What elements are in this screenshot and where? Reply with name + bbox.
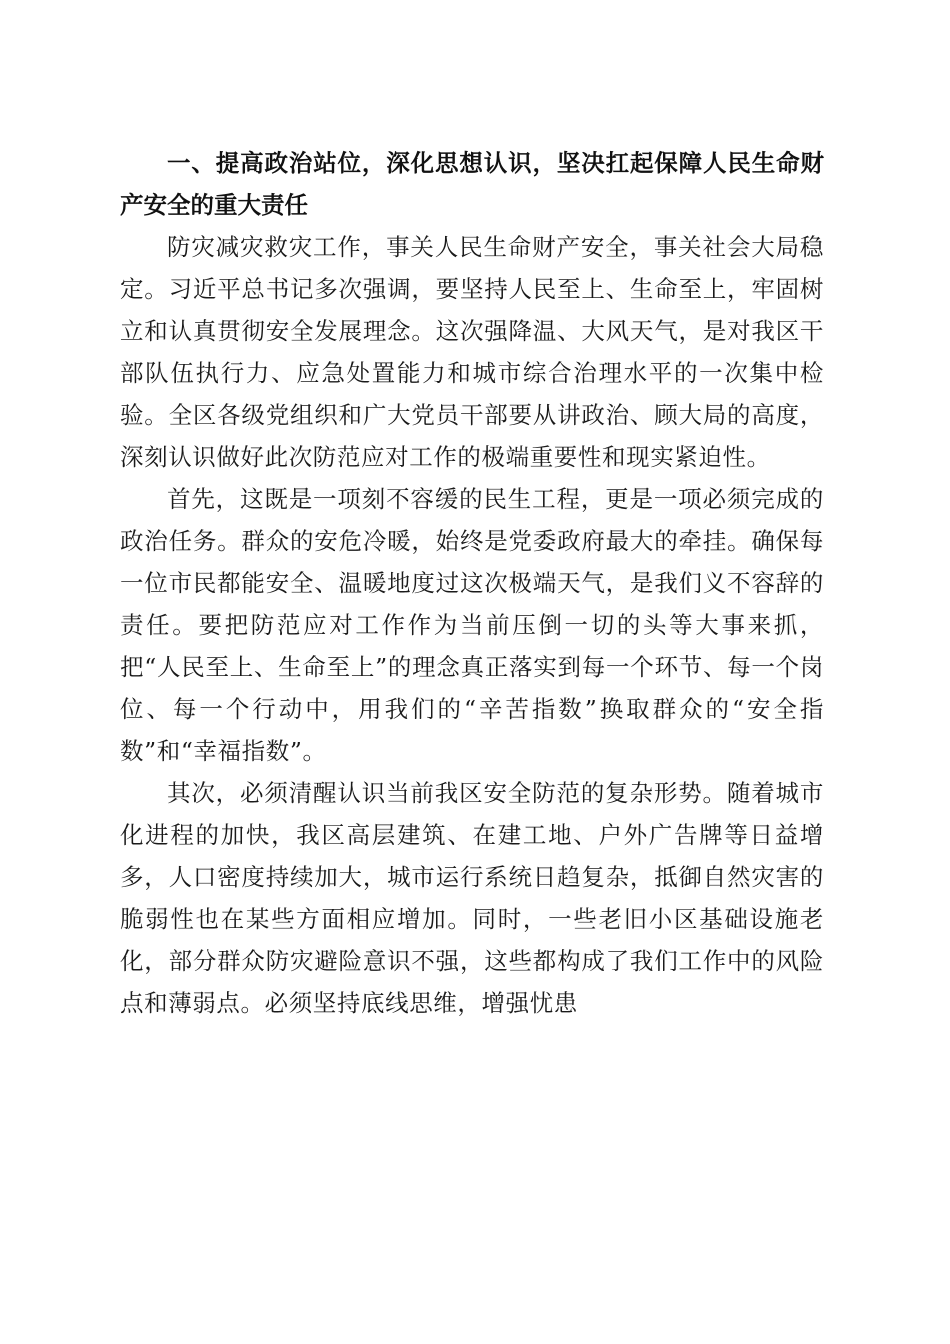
section-heading: 一、提高政治站位，深化思想认识，坚决扛起保障人民生命财产安全的重大责任 [120, 149, 824, 219]
paragraph-1: 防灾减灾救灾工作，事关人民生命财产安全，事关社会大局稳定。习近平总书记多次强调，要坚持人民至上、生命至上，牢固树立和认真贯彻安全发展理念。这次强降温、大风天气，是对我区干部队伍执行力、应急处置能力和城市综合治理水平的一次集中检验。全区各级党组织和广大党员干部要从讲政治、顾大局的高度，深刻认识做好此次防范应对工作的极端重要性和现实紧迫性。 [120, 233, 824, 471]
paragraph-2: 首先，这既是一项刻不容缓的民生工程，更是一项必须完成的政治任务。群众的安危冷暖，始终是党委政府最大的牵挂。确保每一位市民都能安全、温暖地度过这次极端天气，是我们义不容辞的责任。要把防范应对工作作为当前压倒一切的头等大事来抓，把“人民至上、生命至上”的理念真正落实到每一个环节、每一个岗位、每一个行动中，用我们的“辛苦指数”换取群众的“安全指数”和“幸福指数”。 [120, 485, 824, 765]
document-body [120, 142, 824, 1024]
paragraph-3: 其次，必须清醒认识当前我区安全防范的复杂形势。随着城市化进程的加快，我区高层建筑、在建工地、户外广告牌等日益增多，人口密度持续加大，城市运行系统日趋复杂，抵御自然灾害的脆弱性也在某些方面相应增加。同时，一些老旧小区基础设施老化，部分群众防灾避险意识不强，这些都构成了我们工作中的风险点和薄弱点。必须坚持底线思维，增强忧患 [120, 779, 824, 1017]
